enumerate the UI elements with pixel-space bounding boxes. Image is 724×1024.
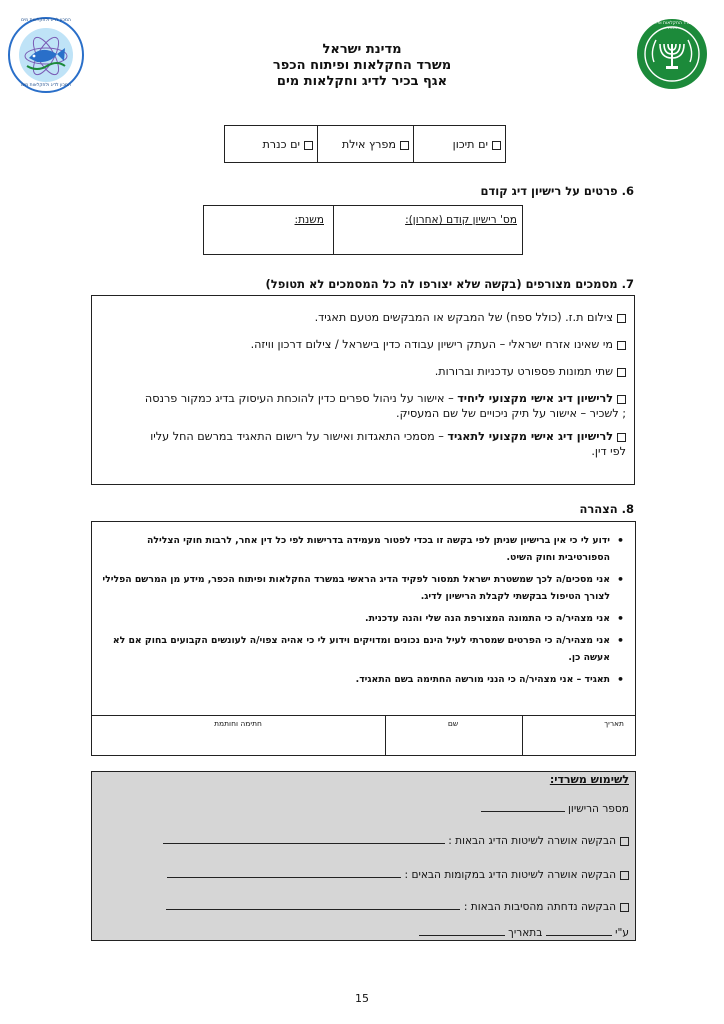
rejected-reasons-input[interactable] (166, 900, 460, 910)
license-number-row: מספר הרישיון (109, 802, 629, 815)
approved-methods-input[interactable] (163, 834, 445, 844)
sea-selection-table (224, 125, 506, 163)
document-item[interactable]: צילום ת.ז. (כולל ספח) של המבקש או המבקשים מטעם תאגיד. (138, 310, 626, 325)
page-number: 15 (355, 992, 369, 1005)
rejected-row: הבקשה נדחתה מהסיבות הבאות : (109, 900, 629, 913)
sea-option-kinneret[interactable]: ים כנרת (227, 138, 313, 151)
ministry-logo-text: משרד החקלאות ופיתוח הכפר (649, 21, 695, 31)
document-item[interactable]: מי שאינו אזרח ישראלי – העתק רישיון עבודה כדין בישראל / צילום דרכון וויזה. (138, 337, 626, 352)
checkbox-icon[interactable] (492, 141, 501, 150)
declaration-item: • אני מצהיר/ה כי הפרטים שמסרתי לעיל הינם נכונים ומדויקים וידוע לי כי אהיה צפוי/ה לעונשים הקבועים בחוק אם לא אעשה כן. (98, 632, 626, 666)
checkbox-icon[interactable] (620, 903, 629, 912)
signature-date-field[interactable]: תאריך (604, 719, 624, 728)
approved-by-input[interactable] (546, 926, 612, 936)
checkbox-icon[interactable] (617, 341, 626, 350)
license-number-input[interactable] (481, 802, 565, 812)
approval-date-input[interactable] (419, 926, 505, 936)
checkbox-icon[interactable] (617, 433, 626, 442)
ministry-logo (636, 18, 708, 90)
signature-stamp-field[interactable]: חתימה וחותמת (214, 719, 262, 728)
declaration-item: • תאגיד – אני מצהיר/ה כי הנני מורשה החתימה בשם התאגיד. (98, 671, 626, 688)
checkbox-icon[interactable] (617, 395, 626, 404)
header-state: מדינת ישראל (322, 42, 402, 57)
checkbox-icon[interactable] (304, 141, 313, 150)
document-item[interactable]: לרישיון דיג אישי מקצועי ליחיד – אישור על ניהול ספרים כדין להוכחת העיסוק בדיג כמקור פרנסה ; לשכיר – אישור על תיק ניכויים של שם המעסיק. (144, 392, 626, 420)
fishery-institute-logo (7, 16, 85, 94)
approved-places-row: הבקשה אושרה לשיטות הדיג במקומות הבאים : (109, 868, 629, 881)
checkbox-icon[interactable] (620, 871, 629, 880)
checkbox-icon[interactable] (620, 837, 629, 846)
section-8-title: 8. הצהרה (579, 502, 634, 516)
declaration-item: • אני מסכים/ה לכך שמשטרת ישראל תמסור לפקיד הדיג הראשי במשרד החקלאות ופיתוח הכפר, מידע מן המרשם הפלילי לצורך הטיפול בבקשתי לקבלת הרישיון לדיג. (98, 571, 626, 605)
office-use-box (91, 771, 636, 941)
logo-text-top: המכון לדיג ולחקלאות מים (21, 18, 71, 23)
checkbox-icon[interactable] (617, 368, 626, 377)
declaration-item: • אני מצהיר/ה כי התמונה המצורפת הנה שלי והנה עדכנית. (98, 610, 626, 627)
logo-text-bottom: המכון לדיג ולחקלאות מים (21, 83, 71, 88)
checkbox-icon[interactable] (617, 314, 626, 323)
sea-option-eilat[interactable]: מפרץ אילת (319, 138, 409, 151)
declaration-item: • ידוע לי כי אין ברישיון שניתן לפי בקשה זו בכדי לפטור מעמידה בדרישות לפי כל דין אחר, לרבות חוקי הצלילה הספורטיבית וחוק השיט. (98, 532, 626, 566)
previous-license-table (203, 205, 523, 255)
approved-methods-row: הבקשה אושרה לשיטות הדיג הבאות : (109, 834, 629, 847)
section-7-title: 7. מסמכים מצורפים (בקשה שלא יצורפו לה כל המסמכים לא תטופל) (265, 277, 634, 291)
page-header (150, 42, 574, 90)
approval-signoff-row: ע"י בתאריך (109, 926, 629, 939)
document-item[interactable]: שתי תמונות פספורט עדכניות וברורות. (138, 364, 626, 379)
signature-name-field[interactable]: שם (447, 719, 459, 728)
document-item[interactable]: לרישיון דיג אישי מקצועי לתאגיד – מסמכי התאגדות ואישור על רישום התאגיד במרשם החל עליו לפי דין. (150, 430, 626, 458)
previous-license-year-label: משנת: (294, 214, 324, 226)
checkbox-icon[interactable] (400, 141, 409, 150)
section-6-title: 6. פרטים על רישיון דיג קודם (480, 184, 634, 198)
office-use-title: לשימוש משרדי: (549, 773, 629, 786)
sea-option-mediterranean[interactable]: ים תיכון (415, 138, 501, 151)
header-ministry: משרד החקלאות ופיתוח הכפר (272, 58, 452, 73)
declaration-box (91, 521, 636, 756)
attached-documents-box (91, 295, 635, 485)
previous-license-number-label: מס' רישיון קודם (אחרון): (405, 214, 517, 226)
header-division: אגף בכיר לדיג וחקלאות מים (276, 74, 448, 89)
approved-places-input[interactable] (167, 868, 401, 878)
